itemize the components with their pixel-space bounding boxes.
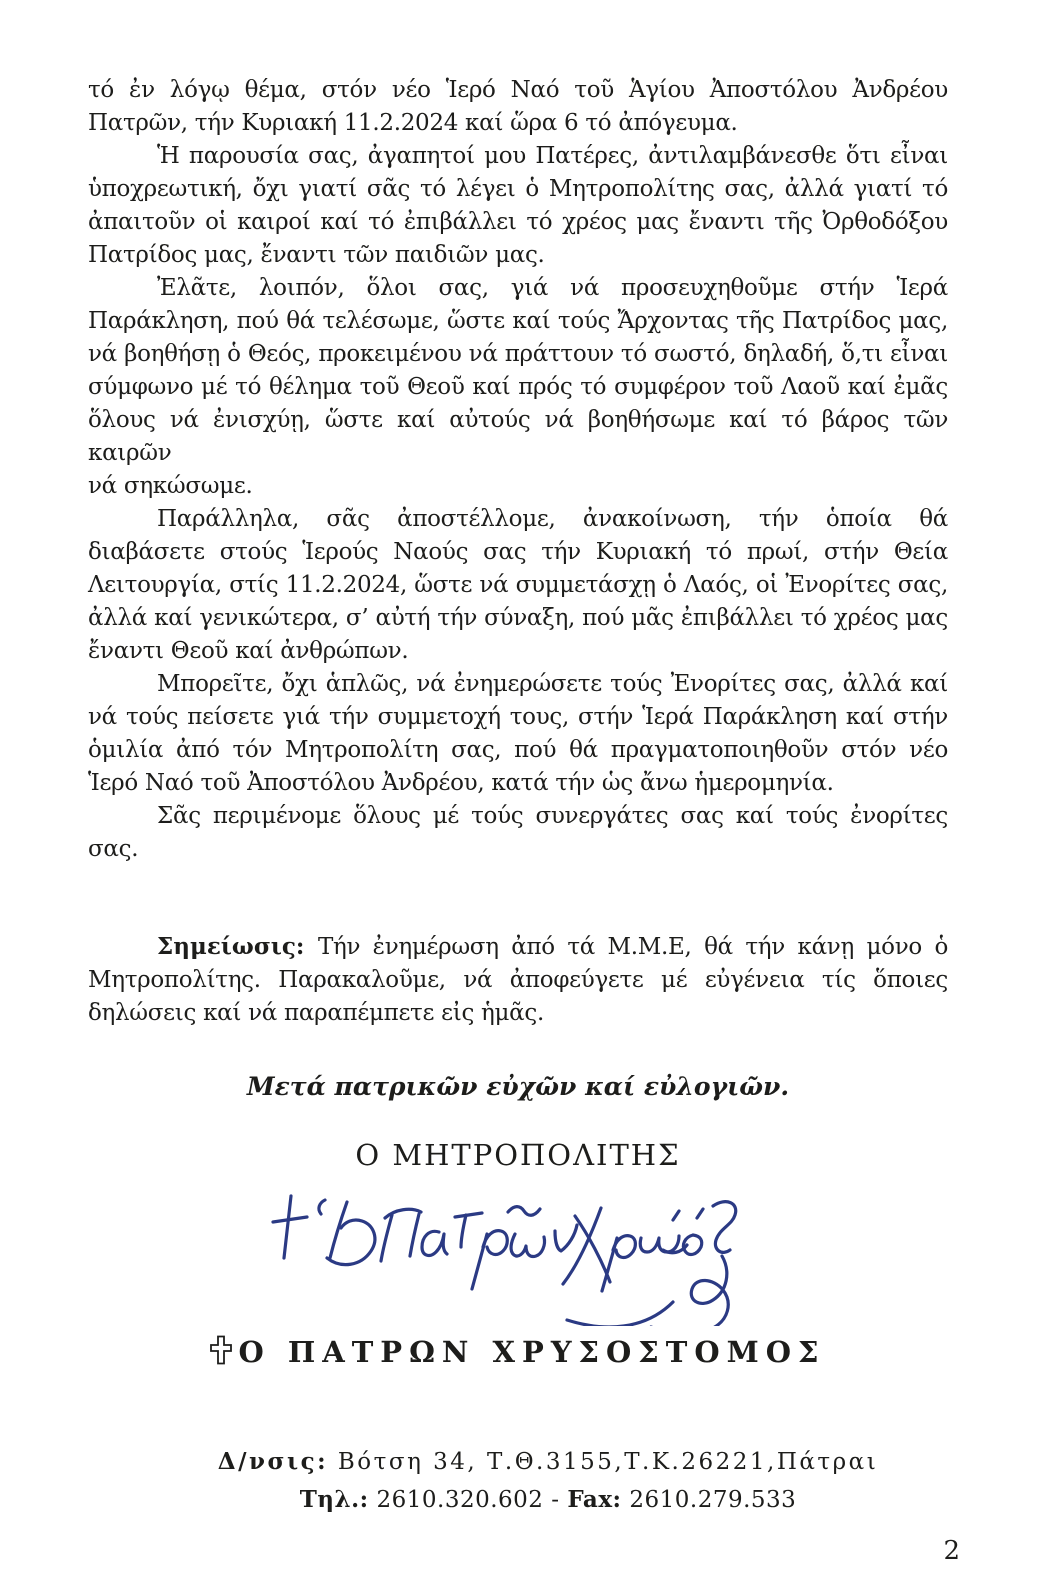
body-line: διαβάσετε στούς Ἱερούς Ναούς σας τήν Κυριακή τό πρωί, στήν Θεία <box>88 539 948 565</box>
closing-salutation: Μετά πατρικῶν εὐχῶν καί εὐλογιῶν. <box>246 1072 790 1101</box>
body-line: σας. <box>88 836 139 862</box>
note-paragraph <box>88 930 948 1030</box>
body-line: Ἱερό Ναό τοῦ Ἀποστόλου Ἀνδρέου, κατά τήν ὡς ἄνω ἡμερομηνία. <box>88 770 834 796</box>
body-line: Σημείωσις: Τήν ἐνημέρωση ἀπό τά Μ.Μ.Ε, θά τήν κάνῃ μόνο ὁ <box>157 933 948 960</box>
body-line: Ἡ παρουσία σας, ἀγαπητοί μου Πατέρες, ἀντιλαμβάνεσθε ὅτι εἶναι <box>157 143 948 169</box>
body-line: τό ἐν λόγῳ θέμα, στόν νέο Ἱερό Ναό τοῦ Ἁγίου Ἀποστόλου Ἀνδρέου <box>88 77 948 103</box>
signature-name-text: Ο ΠΑΤΡΩΝ ΧΡΥΣΟΣΤΟΜΟΣ <box>238 1335 826 1369</box>
body-line: ὑποχρεωτική, ὄχι γιατί σᾶς τό λέγει ὁ Μητροπολίτης σας, ἀλλά γιατί τό <box>88 176 948 202</box>
body-line: Λειτουργία, στίς 11.2.2024, ὥστε νά συμμετάσχῃ ὁ Λαός, οἱ Ἐνορίτες σας, <box>88 572 948 598</box>
body-line: Μπορεῖτε, ὄχι ἁπλῶς, νά ἐνημερώσετε τούς Ἐνορίτες σας, ἀλλά καί <box>157 671 948 697</box>
contact-footer <box>118 1443 978 1519</box>
signature-strokes-image <box>261 1174 751 1326</box>
address-value: Βότση 34, Τ.Θ.3155,Τ.Κ.26221,Πάτραι <box>337 1449 879 1475</box>
body-line: νά βοηθήσῃ ὁ Θεός, προκειμένου νά πράττουν τό σωστό, δηλαδή, ὅ,τι εἶναι <box>88 341 948 367</box>
separator-dash: - <box>551 1487 560 1513</box>
fax-label: Fax: <box>567 1486 622 1513</box>
body-line: νά τούς πείσετε γιά τήν συμμετοχή τους, στήν Ἱερά Παράκληση καί στήν <box>88 704 948 730</box>
body-line: Πατρίδος μας, ἔναντι τῶν παιδιῶν μας. <box>88 242 545 268</box>
phone-fax-line <box>118 1481 978 1519</box>
body-line: ἀπαιτοῦν οἱ καιροί καί τό ἐπιβάλλει τό χρέος μας ἔναντι τῆς Ὀρθοδόξου <box>88 209 948 235</box>
body-line: ὅλους νά ἐνισχύῃ, ὥστε καί αὐτούς νά βοηθήσωμε καί τό βάρος τῶν καιρῶν <box>88 407 948 466</box>
fax-value: 2610.279.533 <box>629 1487 797 1513</box>
body-line: νά σηκώσωμε. <box>88 473 253 499</box>
body-line: ἔναντι Θεοῦ καί ἀνθρώπων. <box>88 638 409 664</box>
body-line: Μητροπολίτης. Παρακαλοῦμε, νά ἀποφεύγετε μέ εὐγένεια τίς ὅποιες <box>88 967 948 993</box>
signature-title: Ο ΜΗΤΡΟΠΟΛΙΤΗΣ <box>355 1138 681 1172</box>
note-label: Σημείωσις: <box>157 933 318 960</box>
phone-label: Τηλ.: <box>299 1486 369 1513</box>
body-line: Σᾶς περιμένομε ὅλους μέ τούς συνεργάτες σας καί τούς ἐνορίτες <box>157 803 948 829</box>
body-line: ὁμιλία ἀπό τόν Μητροπολίτη σας, πού θά πραγματοποιηθοῦν στόν νέο <box>88 737 948 763</box>
body-line: Παράκληση, πού θά τελέσωμε, ὥστε καί τούς Ἄρχοντας τῆς Πατρίδος μας, <box>88 308 948 334</box>
page-number: 2 <box>943 1536 960 1566</box>
signature-printed-name <box>88 1332 948 1375</box>
outlined-cross-icon <box>210 1335 232 1375</box>
letter-body <box>88 74 948 866</box>
signature-cross-icon <box>284 1196 291 1258</box>
address-line <box>118 1443 978 1481</box>
body-line: Πατρῶν, τήν Κυριακή 11.2.2024 καί ὥρα 6 τό ἀπόγευμα. <box>88 110 738 136</box>
handwritten-signature <box>76 1174 936 1326</box>
body-line: Παράλληλα, σᾶς ἀποστέλλομε, ἀνακοίνωση, τήν ὁποία θά <box>157 506 948 532</box>
body-line: Ἐλᾶτε, λοιπόν, ὅλοι σας, γιά νά προσευχηθοῦμε στήν Ἱερά <box>157 275 948 301</box>
address-label: Δ/νσις: <box>217 1448 329 1475</box>
body-line: σύμφωνο μέ τό θέλημα τοῦ Θεοῦ καί πρός τό συμφέρον τοῦ Λαοῦ καί ἐμᾶς <box>88 374 948 400</box>
body-line: δηλώσεις καί νά παραπέμπετε εἰς ἡμᾶς. <box>88 1000 544 1026</box>
body-line: ἀλλά καί γενικώτερα, σ’ αὐτή τήν σύναξη, πού μᾶς ἐπιβάλλει τό χρέος μας <box>88 605 948 631</box>
phone-value: 2610.320.602 <box>376 1487 544 1513</box>
